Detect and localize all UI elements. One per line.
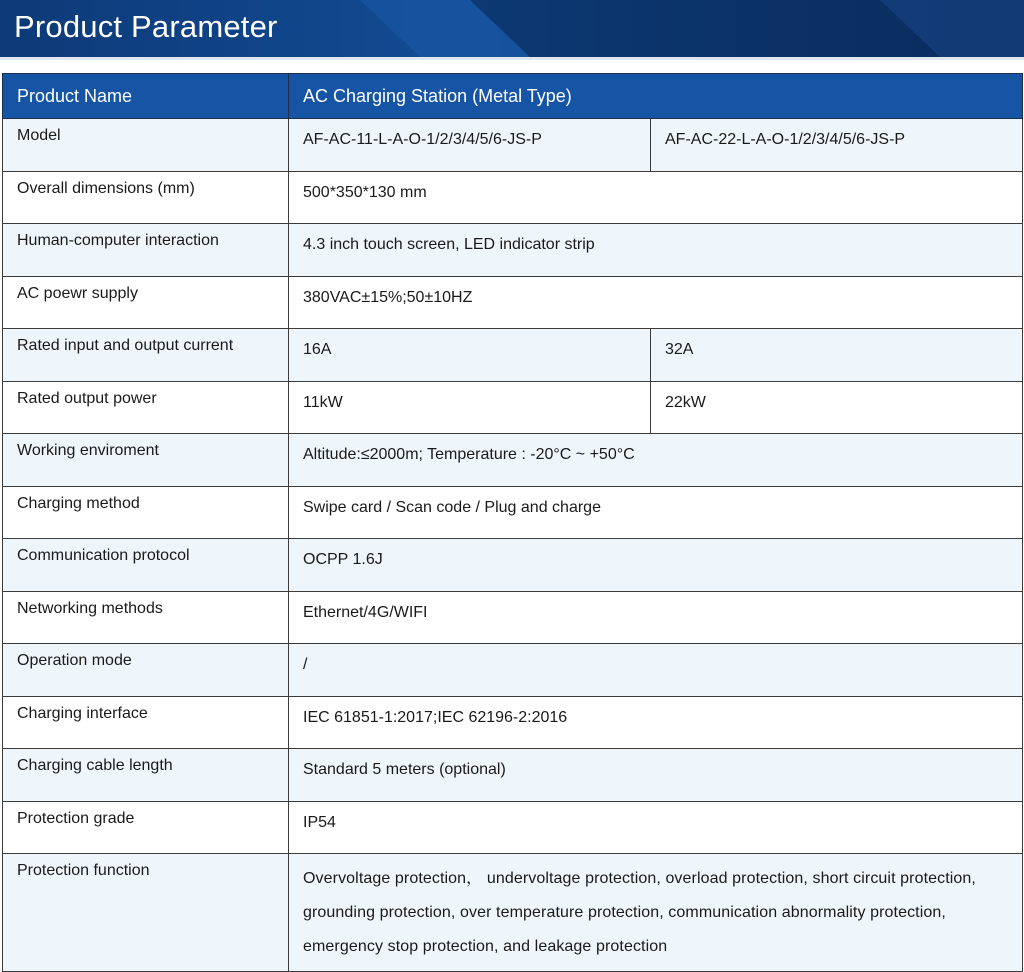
table-row	[3, 381, 1023, 434]
row-value: 11kW	[289, 381, 651, 434]
row-value: IP54	[289, 801, 1023, 854]
row-value-alt: AF-AC-22-L-A-O-1/2/3/4/5/6-JS-P	[651, 119, 1023, 172]
table-row	[3, 486, 1023, 539]
table-row	[3, 854, 1023, 972]
row-value: 16A	[289, 329, 651, 382]
product-parameter-table	[2, 73, 1023, 972]
row-label: Overall dimensions (mm)	[3, 171, 289, 224]
table-row	[3, 224, 1023, 277]
row-label: Rated output power	[3, 381, 289, 434]
table-row	[3, 749, 1023, 802]
row-label: Communication protocol	[3, 539, 289, 592]
header-label-cell: Product Name	[3, 74, 289, 119]
row-label: Charging cable length	[3, 749, 289, 802]
row-label: Operation mode	[3, 644, 289, 697]
table-row	[3, 171, 1023, 224]
row-label: Protection function	[3, 854, 289, 972]
row-value: 500*350*130 mm	[289, 171, 1023, 224]
row-label: Charging method	[3, 486, 289, 539]
row-value-alt: 32A	[651, 329, 1023, 382]
header-value-cell: AC Charging Station (Metal Type)	[289, 74, 1023, 119]
row-value: 380VAC±15%;50±10HZ	[289, 276, 1023, 329]
header-divider	[0, 57, 1024, 60]
row-label: AC poewr supply	[3, 276, 289, 329]
row-value: Ethernet/4G/WIFI	[289, 591, 1023, 644]
row-value: AF-AC-11-L-A-O-1/2/3/4/5/6-JS-P	[289, 119, 651, 172]
row-value-alt: 22kW	[651, 381, 1023, 434]
row-label: Model	[3, 119, 289, 172]
row-value: /	[289, 644, 1023, 697]
row-label: Charging interface	[3, 696, 289, 749]
row-label: Working enviroment	[3, 434, 289, 487]
row-label: Human-computer interaction	[3, 224, 289, 277]
row-value: Standard 5 meters (optional)	[289, 749, 1023, 802]
row-value: OCPP 1.6J	[289, 539, 1023, 592]
header-banner	[0, 0, 1024, 57]
row-label: Rated input and output current	[3, 329, 289, 382]
table-header-row	[3, 74, 1023, 119]
row-value: IEC 61851-1:2017;IEC 62196-2:2016	[289, 696, 1023, 749]
row-label: Protection grade	[3, 801, 289, 854]
table-row	[3, 329, 1023, 382]
table-row	[3, 434, 1023, 487]
table-row	[3, 644, 1023, 697]
row-label: Networking methods	[3, 591, 289, 644]
table-row	[3, 119, 1023, 172]
table-row	[3, 276, 1023, 329]
table-row	[3, 801, 1023, 854]
row-value: Altitude:≤2000m; Temperature : -20°C ~ +50°C	[289, 434, 1023, 487]
row-value: Overvoltage protection， undervoltage protection, overload protection, short circuit protection, grounding protection, over temperature protection, communication abnormality protection, emergency stop protection, and leakage protection	[289, 854, 1023, 972]
table-row	[3, 539, 1023, 592]
table-row	[3, 696, 1023, 749]
table-row	[3, 591, 1023, 644]
row-value: 4.3 inch touch screen, LED indicator strip	[289, 224, 1023, 277]
row-value: Swipe card / Scan code / Plug and charge	[289, 486, 1023, 539]
page-title: Product Parameter	[14, 9, 278, 44]
